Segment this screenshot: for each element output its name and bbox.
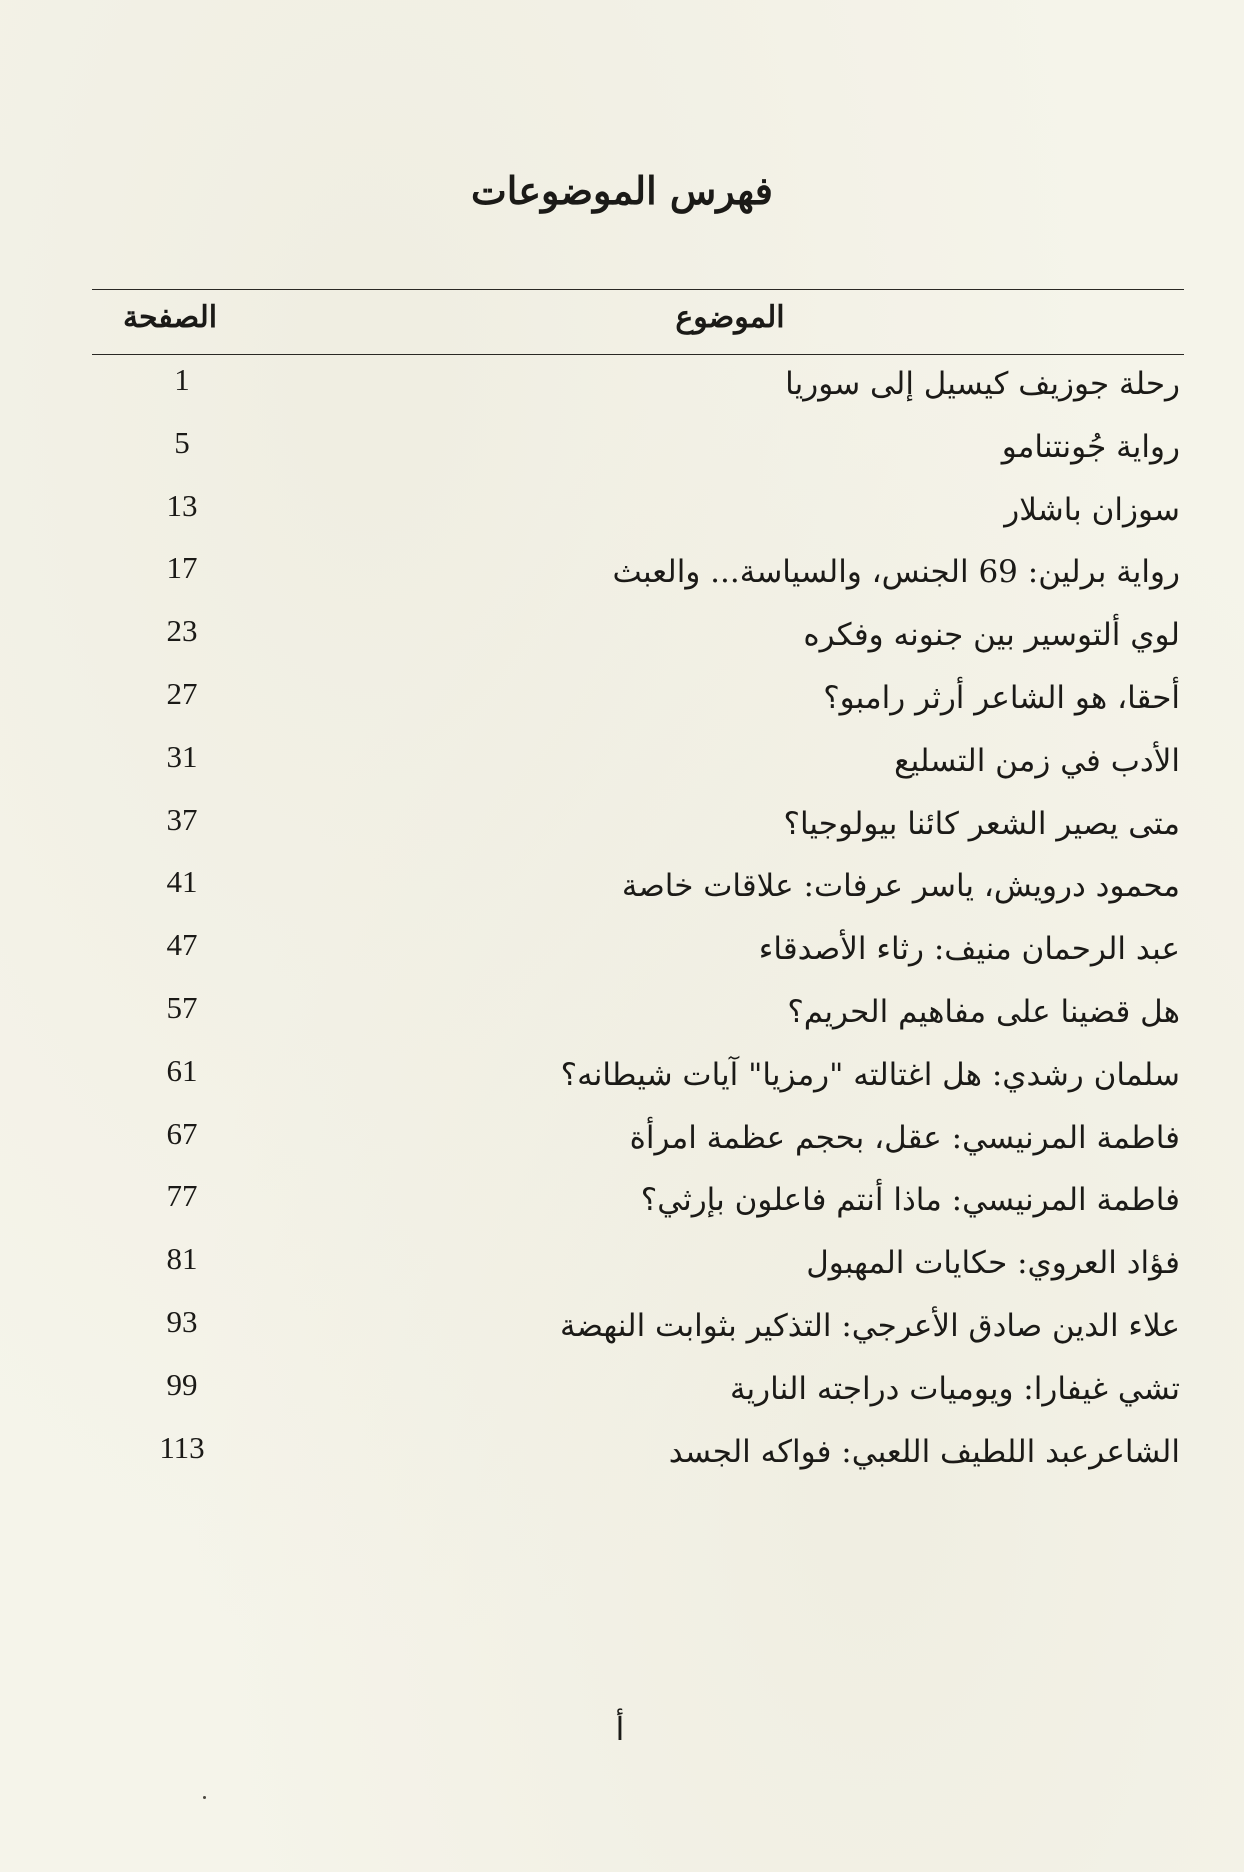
toc-row [92, 421, 1184, 484]
toc-row [92, 860, 1184, 923]
toc-page-number: 5 [174, 424, 190, 460]
toc-page-number: 77 [166, 1178, 198, 1214]
toc-page-number: 61 [166, 1052, 198, 1088]
toc-topic: هل قضينا على مفاهيم الحريم؟ [787, 993, 1180, 1030]
toc-row [92, 798, 1184, 861]
toc-page-number: 47 [166, 927, 198, 963]
toc-row [92, 609, 1184, 672]
toc-row [92, 358, 1184, 421]
toc-row [92, 923, 1184, 986]
toc-topic: علاء الدين صادق الأعرجي: التذكير بثوابت النهضة [560, 1307, 1180, 1344]
toc-row [92, 986, 1184, 1049]
column-header-page: الصفحة [122, 300, 218, 335]
toc-row [92, 484, 1184, 547]
toc-row [92, 672, 1184, 735]
toc-topic: رواية برلين: 69 الجنس، والسياسة... والعبث [612, 554, 1180, 591]
toc-page-number: 41 [166, 864, 198, 900]
toc-topic: لوي ألتوسير بين جنونه وفكره [803, 617, 1180, 654]
toc-topic: رواية جُونتنامو [1001, 428, 1180, 465]
toc-topic: أحقا، هو الشاعر أرثر رامبو؟ [823, 679, 1180, 716]
toc-row [92, 1112, 1184, 1175]
toc-page-number: 17 [166, 550, 198, 586]
toc-page-number: 27 [166, 675, 198, 711]
toc-topic: سوزان باشلار [1004, 491, 1180, 528]
table-of-contents [92, 358, 1184, 1488]
toc-topic: متى يصير الشعر كائنا بيولوجيا؟ [783, 805, 1180, 842]
toc-row [92, 1363, 1184, 1426]
toc-topic: محمود درويش، ياسر عرفات: علاقات خاصة [621, 868, 1180, 905]
toc-page-number: 13 [166, 487, 198, 523]
page-folio: أ [615, 1710, 625, 1748]
toc-page-number: 57 [166, 989, 198, 1025]
toc-topic: رحلة جوزيف كيسيل إلى سوريا [785, 366, 1180, 402]
toc-page-number: 23 [166, 613, 198, 649]
toc-page-number: 113 [159, 1429, 205, 1465]
column-header-topic: الموضوع [675, 300, 785, 335]
toc-page-number: 37 [166, 801, 198, 837]
toc-page-number: 93 [166, 1303, 198, 1339]
toc-page-number: 99 [166, 1366, 198, 1402]
toc-topic: فاطمة المرنيسي: عقل، بحجم عظمة امرأة [629, 1119, 1180, 1156]
toc-topic: فاطمة المرنيسي: ماذا أنتم فاعلون بإرثي؟ [640, 1182, 1180, 1219]
header-top-rule [92, 289, 1184, 290]
toc-row [92, 1426, 1184, 1489]
toc-topic: الشاعرعبد اللطيف اللعبي: فواكه الجسد [668, 1433, 1180, 1470]
toc-topic: فؤاد العروي: حكايات المهبول [806, 1245, 1180, 1282]
paper-speck [203, 1796, 206, 1799]
toc-row [92, 1049, 1184, 1112]
toc-topic: سلمان رشدي: هل اغتالته "رمزيا" آيات شيطانه؟ [560, 1056, 1180, 1093]
toc-page-number: 1 [174, 362, 190, 397]
toc-page-number: 81 [166, 1241, 198, 1277]
toc-topic: تشي غيفارا: ويوميات دراجته النارية [729, 1370, 1180, 1407]
toc-row [92, 1300, 1184, 1363]
toc-row [92, 1174, 1184, 1237]
page-title: فهرس الموضوعات [471, 168, 773, 213]
toc-row [92, 735, 1184, 798]
toc-page-number: 67 [166, 1115, 198, 1151]
toc-topic: الأدب في زمن التسليع [894, 742, 1180, 779]
toc-topic: عبد الرحمان منيف: رثاء الأصدقاء [758, 931, 1180, 968]
toc-row [92, 546, 1184, 609]
header-bottom-rule [92, 354, 1184, 355]
toc-page-number: 31 [166, 738, 198, 774]
toc-row [92, 1237, 1184, 1300]
